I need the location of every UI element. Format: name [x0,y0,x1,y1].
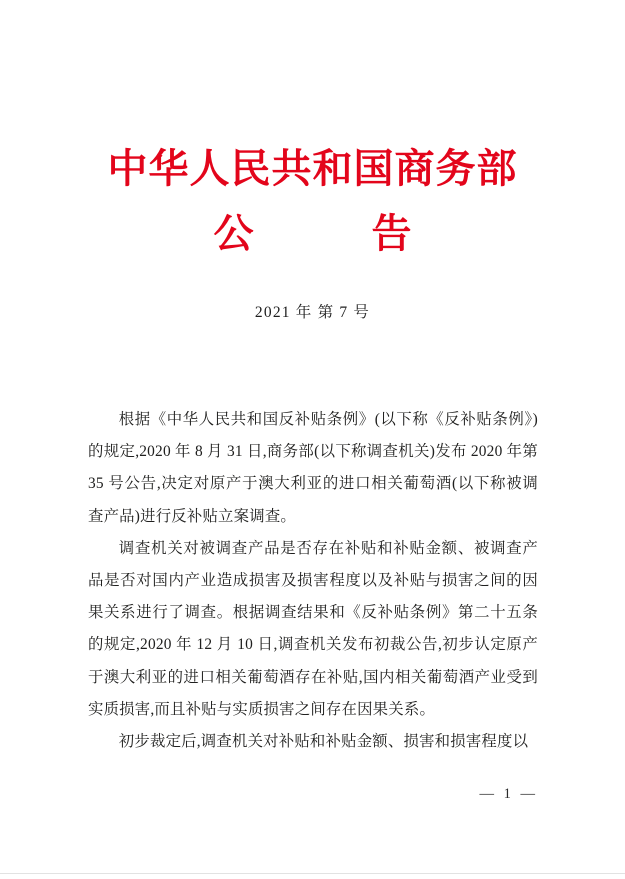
body-paragraph: 根据《中华人民共和国反补贴条例》(以下称《反补贴条例》)的规定,2020 年 8 月 31 日,商务部(以下称调查机关)发布 2020 年第 35 号公告,决定对原产于澳大利亚的进口相关葡萄酒(以下称被调查产品)进行反补贴立案调查。 [88,411,538,525]
document-issue-number: 2021 年 第 7 号 [254,304,371,321]
body-paragraph: 调查机关对被调查产品是否存在补贴和补贴金额、被调查产品是否对国内产业造成损害及损害程度以及补贴与损害之间的因果关系进行了调查。根据调查结果和《反补贴条例》第二十五条的规定,2020 年 12 月 10 日,调查机关发布初裁公告,初步认定原产于澳大利亚的进口相关葡萄酒存在补贴,国内相关葡萄酒产业受到实质损害,而且补贴与实质损害之间存在因果关系。 [88,539,538,718]
document-type-glyph-left: 公 [213,211,254,256]
page-number-footer: — 1 — [479,786,538,802]
document-type-glyph-right: 告 [371,211,412,256]
page-boundary-rule [0,873,625,874]
document-type-heading [0,190,625,256]
body-paragraph: 初步裁定后,调查机关对补贴和补贴金额、损害和损害程度以 [118,733,529,751]
document-body [88,404,538,758]
page-title: 中华人民共和国商务部 [107,146,518,191]
document-masthead [0,0,625,323]
